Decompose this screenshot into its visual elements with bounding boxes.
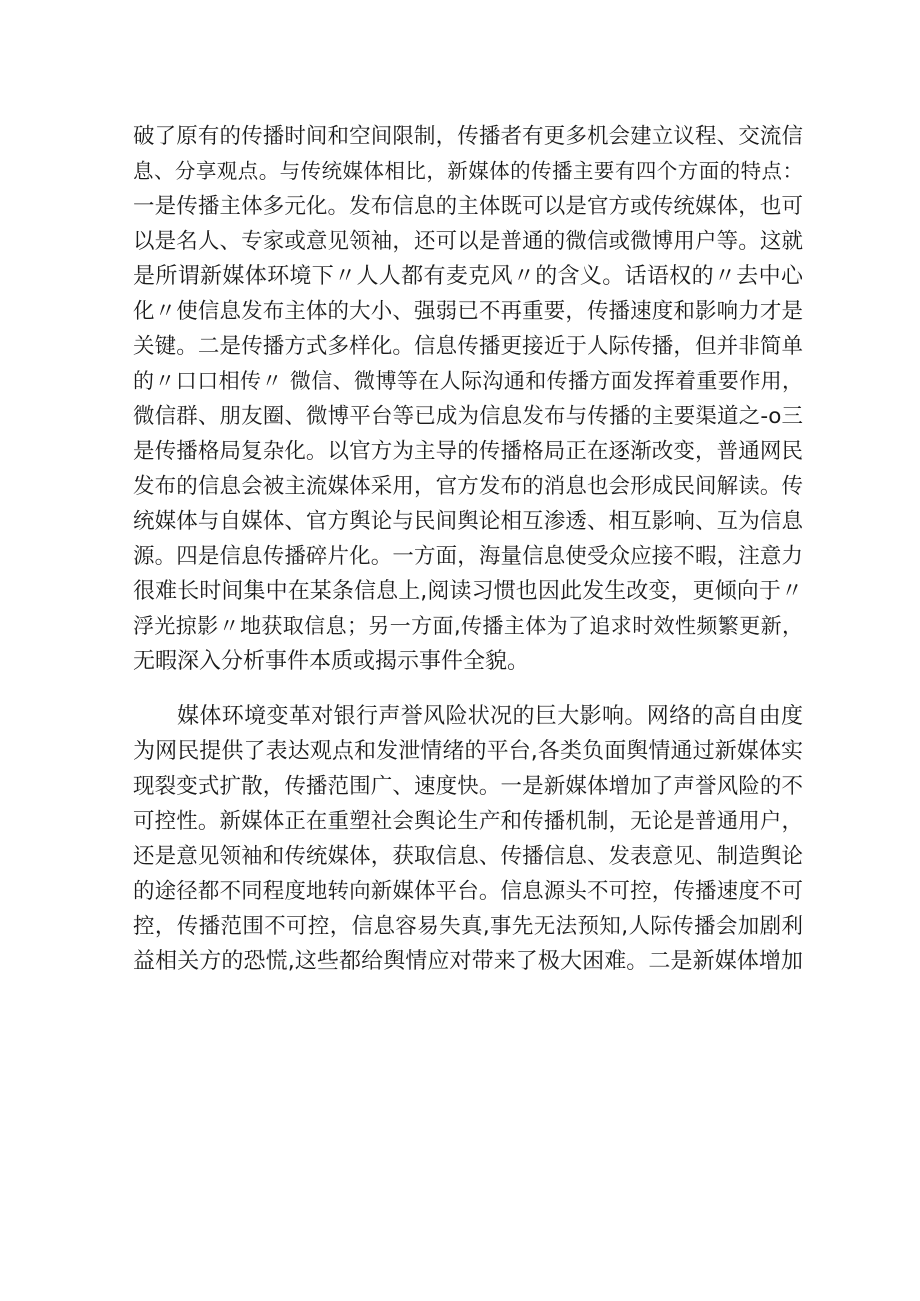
text-line: 关键。二是传播方式多样化。信息传播更接近于人际传播，但并非简单 (133, 334, 804, 359)
text-line: 可控性。新媒体正在重塑社会舆论生产和传播机制，无论是普通用户， (133, 809, 804, 834)
text-line: 的途径都不同程度地转向新媒体平台。信息源头不可控，传播速度不可 (133, 879, 804, 904)
text-line: 是传播格局复杂化。以官方为主导的传播格局正在逐渐改变，普通网民 (133, 439, 804, 464)
paragraph-2 (133, 699, 803, 979)
text-line: 化〃使信息发布主体的大小、强弱已不再重要，传播速度和影响力才是 (133, 299, 804, 324)
paragraph-1 (133, 119, 803, 679)
text-line: 发布的信息会被主流媒体采用，官方发布的消息也会形成民间解读。传 (133, 474, 804, 499)
body-text (133, 119, 803, 979)
text-line: 以是名人、专家或意见领袖，还可以是普通的微信或微博用户等。这就 (133, 229, 804, 254)
text-line: 益相关方的恐慌,这些都给舆情应对带来了极大困难。二是新媒体增加 (133, 949, 804, 974)
text-line: 源。四是信息传播碎片化。一方面，海量信息使受众应接不暇，注意力 (133, 544, 804, 569)
text-line: 为网民提供了表达观点和发泄情绪的平台,各类负面舆情通过新媒体实 (133, 739, 804, 764)
text-line: 浮光掠影〃地获取信息；另一方面,传播主体为了追求时效性频繁更新， (133, 614, 804, 638)
text-line: 微信群、朋友圈、微博平台等已成为信息发布与传播的主要渠道之-o三 (133, 404, 804, 429)
text-line: 无暇深入分析事件本质或揭示事件全貌。 (133, 649, 530, 674)
text-line: 息、分享观点。与传统媒体相比，新媒体的传播主要有四个方面的特点： (133, 159, 804, 183)
text-line: 是所谓新媒体环境下〃人人都有麦克风〃的含义。话语权的〃去中心 (133, 264, 804, 289)
text-line: 媒体环境变革对银行声誉风险状况的巨大影响。网络的高自由度 (177, 704, 804, 729)
text-line: 现裂变式扩散，传播范围广、速度快。一是新媒体增加了声誉风险的不 (133, 774, 804, 799)
text-line: 统媒体与自媒体、官方舆论与民间舆论相互渗透、相互影响、互为信息 (133, 509, 804, 534)
text-line: 的〃口口相传〃 微信、微博等在人际沟通和传播方面发挥着重要作用， (133, 369, 804, 393)
text-line: 破了原有的传播时间和空间限制，传播者有更多机会建立议程、交流信 (133, 124, 804, 149)
text-line: 一是传播主体多元化。发布信息的主体既可以是官方或传统媒体，也可 (133, 194, 804, 219)
text-line: 还是意见领袖和传统媒体，获取信息、传播信息、发表意见、制造舆论 (133, 844, 804, 869)
text-line: 控，传播范围不可控，信息容易失真,事先无法预知,人际传播会加剧利 (133, 914, 804, 939)
paragraph-gap (133, 679, 803, 699)
text-line: 很难长时间集中在某条信息上,阅读习惯也因此发生改变，更倾向于〃 (133, 579, 804, 604)
